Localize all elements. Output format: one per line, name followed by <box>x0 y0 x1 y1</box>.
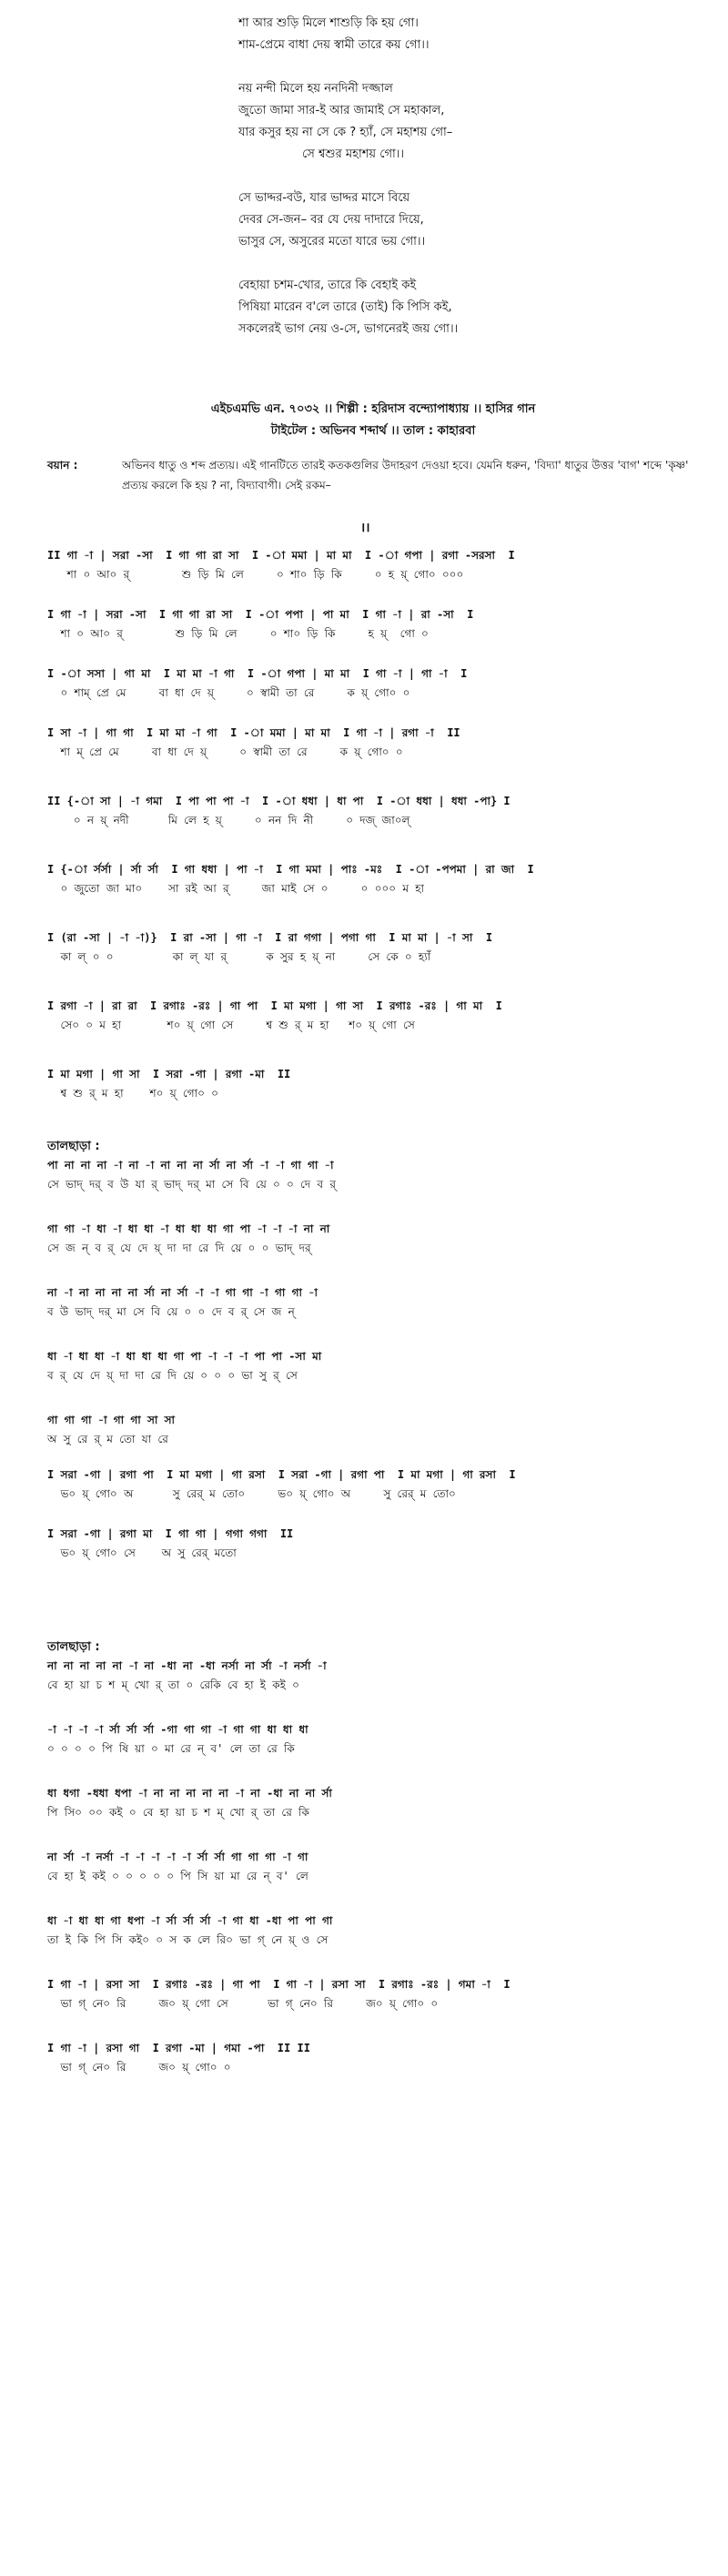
notation-system <box>47 1156 712 1194</box>
song-lyrics <box>238 13 657 362</box>
swara-row: পা না না না -া না -া না না না র্সা না র্সা -া -া গা গা -া <box>47 1159 334 1171</box>
lyric-syllable-row: শা ০ আ০ র্ শু ড়ি মি লে ০ শা০ ড়ি কি হ য়্ গো ০ <box>47 627 429 640</box>
lyric-line: সকলেরই ভাগ নেয় ও-সে, ভাগনেরই জয় গো।। <box>238 322 459 336</box>
swara-row: I (রা -সা | -া -া)} I রা -সা | গা -া I রা গগা | পগা গা I মা মা | -া সা I <box>47 931 493 944</box>
notation-system <box>47 724 712 762</box>
notation-system <box>47 2039 712 2077</box>
lyric-syllable-row: ০ শাম্ প্রে মে বা ধা দে য়্ ০ স্বামী তা রে ক য়্ গো০ ০ <box>47 686 410 699</box>
swara-row: ধা -া ধা ধা গা ধপা -া র্সা র্সা র্সা -া গা ধা -ধা পা পা গা <box>47 1914 333 1927</box>
section-title: তালছাড়া : <box>47 1140 100 1153</box>
lyric-line: সে শ্বশুর মহাশয় গো।। <box>302 147 405 161</box>
lyric-syllable-row: সে জ ন্ ব র্ যে দে য়্ দা দা রে দি য়ে ০ ০ ভাদ্ দর্ <box>47 1242 311 1254</box>
lyric-syllable-row: ব উ ভাদ্ দর্ মা সে বি য়ে ০ ০ দে ব র্ সে জ ন্ <box>47 1305 295 1318</box>
swara-row: II গা -া | সরা -সা I গা গা রা সা I -া মমা | মা মা I -া গপা | রগা -সরসা I <box>47 549 515 562</box>
lyric-line: যার কসুর হয় না সে কে ? হ্যাঁ, সে মহাশয় গো– <box>238 126 453 139</box>
lyric-syllable-row: তা ই কি পি সি কই০ ০ স ক লে রি০ ভা গ্ নে য়্ ও সে <box>47 1933 329 1946</box>
stanza-2 <box>238 78 657 166</box>
lyric-line: বেহায়া চশম-খোর, তারে কি বেহাই কই <box>238 279 417 292</box>
lyric-syllable-row: ০ জুতো জা মা০ সা রই আ র্ জা মাই সে ০ ০ ০০০ ম হা <box>47 882 424 895</box>
notation-system <box>47 1912 712 1950</box>
swara-row: I সা -া | গা গা I মা মা -া গা I -া মমা | মা মা I গা -া | রগা -া II <box>47 726 460 739</box>
lyric-line: ভাসুর সে, অসুরের মতো যারে ভয় গো।। <box>238 235 426 248</box>
notation-system <box>47 792 712 830</box>
lyric-line: সে ভাদ্দর-বউ, যার ভাদ্দর মাসে বিয়ে <box>238 191 410 205</box>
lyric-syllable-row: ভ০ য়্ গো০ সে অ সু রের্ মতো <box>47 1547 237 1559</box>
lyric-syllable-row: ভ০ য়্ গো০ অ সু রের্ ম তো০ ভ০ য়্ গো০ অ সু রের্ ম তো০ <box>47 1487 456 1500</box>
notation-system <box>47 1525 712 1563</box>
notation-system <box>47 546 712 584</box>
swara-row: I সরা -গা | রগা মা I গা গা | গগা গগা II <box>47 1527 294 1540</box>
lyric-syllable-row: বে হা য়া চ শ ম্ খো র্ তা ০ রেকি বে হা ই কই ০ <box>47 1678 299 1691</box>
swara-row: না র্সা -া নর্সা -া -া -া -া -া র্সা র্সা গা গা গা -া গা <box>47 1851 308 1863</box>
swara-row: I গা -া | সরা -সা I গা গা রা সা I -া পপা | পা মা I গা -া | রা -সা I <box>47 608 474 621</box>
lyric-syllable-row: ০ ০ ০ ০ পি ষি য়া ০ মা রে ন্ ব' লে তা রে কি <box>47 1742 295 1755</box>
narration-label: বয়ান : <box>47 459 78 472</box>
swara-row: I -া সসা | গা মা I মা মা -া গা I -া গপা | মা মা I গা -া | গা -া I <box>47 667 468 680</box>
record-artist-line: এইচএমভি এন. ৭০৩২ ।। শিল্পী : হরিদাস বন্দ্যোপাধ্যায় ।। হাসির গান <box>210 402 536 416</box>
stanza-4 <box>238 275 657 340</box>
notation-system <box>47 1657 712 1695</box>
stanza-3 <box>238 188 657 253</box>
lyric-syllable-row: শা ম্ প্রে মে বা ধা দে য়্ ০ স্বামী তা রে ক য়্ গো০ ০ <box>47 745 403 758</box>
swara-row: I {-া র্সর্সা | র্সা র্সা I গা ধধা | পা -া I গা মমা | পাঃ -মঃ I -া -পপমা | রা জা I <box>47 863 534 876</box>
narration <box>47 455 703 495</box>
lyric-line: দেবর সে-জন– বর যে দেয় দাদারে দিয়ে, <box>238 213 424 227</box>
lyric-syllable-row: সে ভাদ্ দর্ ব উ যা র্ ভাদ্ দর্ মা সে বি য়ে ০ ০ দে ব র্ <box>47 1178 336 1191</box>
lyric-syllable-row: শ্ব শু র্ ম হা শ০ য়্ গো০ ০ <box>47 1087 218 1100</box>
lyric-syllable-row: শা ০ আ০ র্ শু ড়ি মি লে ০ শা০ ড়ি কি ০ হ য়্ গো০ ০০০ <box>47 568 464 581</box>
swara-row: ধা -া ধা ধা -া ধা ধা ধা গা পা -া -া -া পা পা -সা মা <box>47 1350 322 1363</box>
swara-row: না না না না না -া না -ধা না -ধা নর্সা না র্সা -া নর্সা -া <box>47 1659 327 1672</box>
swara-row: I সরা -গা | রগা পা I মা মগা | গা রসা I সরা -গা | রগা পা I মা মগা | গা রসা I <box>47 1468 516 1481</box>
notation-system <box>47 1283 712 1322</box>
narration-text: অভিনব ধাতু ও শব্দ প্রত্যয়। এই গানটিতে তারই কতকগুলির উদাহরণ দেওয়া হবে। যেমনি ধরুন, 'বিদ্যা' ধাতুর উত্তর 'বাগ' শব্দে 'কৃষ্ণ' প্রত্যয় করলে কি হয় ? না, বিদ্যাবাগী। সেই রকম– <box>122 459 689 492</box>
notation-system <box>47 1975 712 2013</box>
notation-system <box>47 860 712 898</box>
double-bar-mark: ।। <box>360 521 370 535</box>
lyric-syllable-row: ব র্ যে দে য়্ দা দা রে দি য়ে ০ ০ ০ ভা সু র্ সে <box>47 1369 298 1382</box>
swara-row: গা গা -া ধা -া ধা ধা -া ধা ধা ধা গা পা -া -া -া না না <box>47 1222 330 1235</box>
notation-system <box>47 1720 712 1759</box>
notation-system <box>47 1347 712 1385</box>
swara-row: -া -া -া -া র্সা র্সা র্সা -গা গা গা -া গা গা ধা ধা ধা <box>47 1723 308 1736</box>
swara-row: I গা -া | রসা গা I রগা -মা | গমা -পা II II <box>47 2042 310 2054</box>
lyric-syllable-row: ভা গ্ নে০ রি জ০ য়্ গো সে ভা গ্ নে০ রি জ০ য়্ গো০ ০ <box>47 1997 439 2010</box>
lyric-syllable-row: বে হা ই কই ০ ০ ০ ০ ০ পি সি য়া মা রে ন্ ব' লে <box>47 1870 308 1882</box>
notation-system <box>47 928 712 967</box>
swara-row: II {-া সা | -া গমা I পা পা পা -া I -া ধধা | ধা পা I -া ধধা | ধধা -পা} I <box>47 795 511 807</box>
lyric-syllable-row: পি সি০ ০০ কই ০ বে হা য়া চ শ ম্ খো র্ তা রে কি <box>47 1806 309 1819</box>
swara-row: গা গা গা -া গা গা সা সা <box>47 1414 175 1426</box>
notation-system <box>47 1220 712 1258</box>
swara-row: I মা মগা | গা সা I সরা -গা | রগা -মা II <box>47 1068 291 1080</box>
record-info <box>55 399 692 442</box>
swara-row: I রগা -া | রা রা I রগাঃ -রঃ | গা পা I মা মগা | গা সা I রগাঃ -রঃ | গা মা I <box>47 999 502 1012</box>
notation-system <box>47 997 712 1035</box>
swara-row: না -া না না না না র্সা না র্সা -া -া গা গা -া গা গা -া <box>47 1286 318 1299</box>
lyric-syllable-row: কা ল্ ০ ০ কা ল্ যা র্ ক সুর হ য়্ না সে কে ০ হ্যাঁ <box>47 950 431 963</box>
notation-system <box>47 1784 712 1822</box>
swara-row: ধা ধগা -ধধা ধপা -া না না না না না -া না -ধা না না র্সা <box>47 1787 332 1800</box>
stanza-1 <box>238 13 657 56</box>
lyric-syllable-row: ভা গ্ নে০ রি জ০ য়্ গো০ ০ <box>47 2061 231 2074</box>
lyric-line: পিষিয়া মারেন ব'লে তারে (তাই) কি পিসি কই, <box>238 300 452 314</box>
notation-system <box>47 1465 712 1504</box>
notation-system <box>47 1411 712 1449</box>
lyric-syllable-row: ০ ন য়্ নদী মি লে হ য়্ ০ নন দি নী ০ দজ্ জা০ল্ <box>47 814 410 827</box>
notation-system <box>47 605 712 644</box>
lyric-syllable-row: অ সু রে র্ ম তো যা রে <box>47 1433 168 1445</box>
section-title: তালছাড়া : <box>47 1640 100 1654</box>
title-tala-line: টাইটেল : অভিনব শব্দার্থ ।। তাল : কাহারবা <box>270 424 476 438</box>
notation-system <box>47 1848 712 1886</box>
lyric-line: জুতো জামা সার-ই আর জামাই সে মহাকাল, <box>238 104 445 117</box>
lyric-line: শা আর শুড়ি মিলে শাশুড়ি কি হয় গো। <box>238 16 419 30</box>
notation-system <box>47 1065 712 1103</box>
lyric-line: নয় নন্দী মিলে হয় ননদিনী দজ্জাল <box>238 82 393 96</box>
notation-system <box>47 664 712 703</box>
lyric-line: শাম-প্রেমে বাধা দেয় স্বামী তারে কয় গো।। <box>238 38 430 52</box>
lyric-syllable-row: সে০ ০ ম হা শ০ য়্ গো সে শ্ব শু র্ ম হা শ০ য়্ গো সে <box>47 1019 415 1031</box>
swara-row: I গা -া | রসা সা I রগাঃ -রঃ | গা পা I গা -া | রসা সা I রগাঃ -রঃ | গমা -া I <box>47 1978 511 1991</box>
